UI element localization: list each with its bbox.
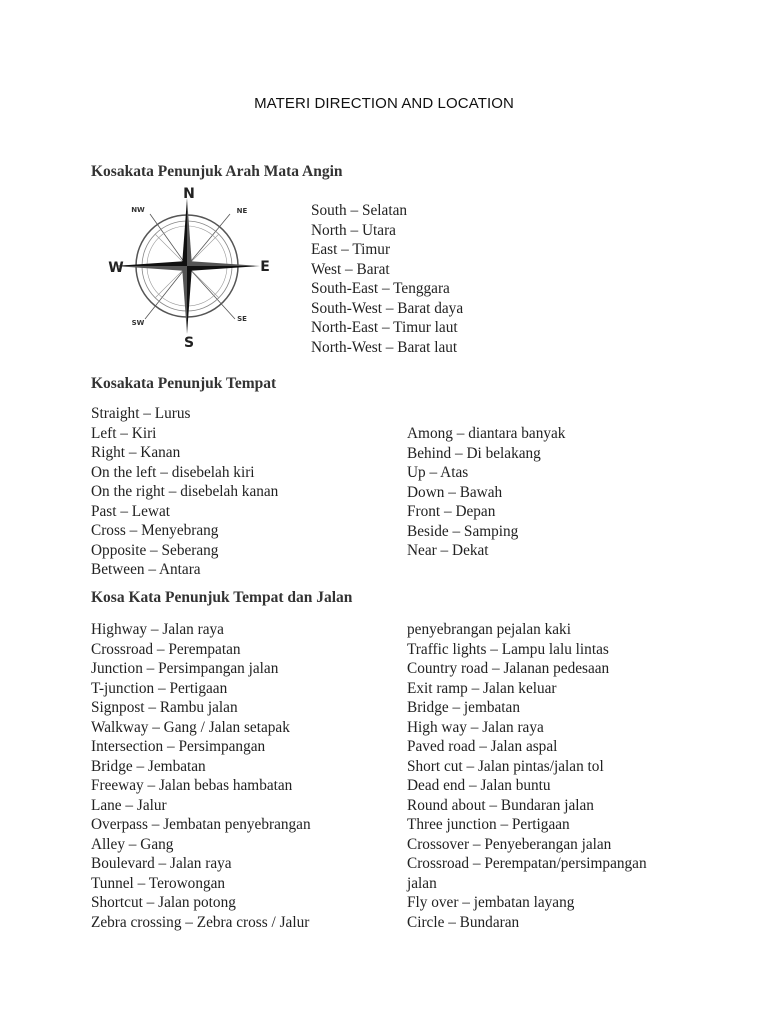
list-item: West – Barat (311, 260, 390, 278)
compass-label-se: SE (237, 315, 247, 323)
section-heading-wind-directions: Kosakata Penunjuk Arah Mata Angin (91, 163, 343, 180)
list-item: T-junction – Pertigaan (91, 679, 228, 697)
compass-label-w: W (108, 260, 124, 276)
list-item: Three junction – Pertigaan (407, 816, 570, 833)
list-item: Left – Kiri (91, 424, 157, 442)
list-item: Overpass – Jembatan penyebrangan (91, 816, 311, 833)
list-item: Front – Depan (407, 503, 496, 520)
compass-label-nw: NW (131, 206, 145, 214)
list-item: Walkway – Gang / Jalan setapak (91, 718, 290, 736)
list-item: Country road – Jalanan pedesaan (407, 660, 610, 677)
list-item: Straight – Lurus (91, 405, 191, 422)
compass-label-ne: NE (236, 207, 248, 215)
section-heading-place: Kosakata Penunjuk Tempat (91, 375, 277, 392)
list-item: Tunnel – Terowongan (91, 874, 226, 892)
wind-direction-list (311, 201, 463, 357)
list-item: Up – Atas (407, 464, 469, 481)
list-item: North-East – Timur laut (311, 319, 458, 336)
list-item: Lane – Jalur (91, 796, 167, 814)
list-item: Fly over – jembatan layang (407, 894, 575, 911)
list-item: Crossroad – Perempatan (91, 640, 241, 658)
compass-label-n: N (183, 186, 195, 202)
place-list-left (91, 404, 278, 580)
compass-rose-image (90, 184, 280, 350)
list-item: Highway – Jalan raya (91, 621, 224, 638)
list-item: Alley – Gang (91, 835, 174, 853)
list-item: South-West – Barat daya (311, 299, 464, 317)
compass-label-e: E (260, 259, 270, 275)
list-item: Cross – Menyebrang (91, 522, 219, 539)
compass-rose-icon (90, 184, 280, 350)
road-list-left (91, 620, 311, 932)
list-item: Past – Lewat (91, 502, 171, 520)
list-item: Circle – Bundaran (407, 913, 520, 931)
list-item: Crossroad – Perempatan/persimpangan (407, 855, 647, 872)
list-item: Traffic lights – Lampu lalu lintas (407, 640, 609, 658)
list-item: Right – Kanan (91, 444, 181, 461)
list-item: High way – Jalan raya (407, 718, 544, 736)
list-item: Beside – Samping (407, 522, 519, 540)
list-item: North-West – Barat laut (311, 338, 458, 356)
list-item: jalan (407, 874, 437, 892)
list-item: Crossover – Penyeberangan jalan (407, 835, 612, 853)
list-item: Near – Dekat (407, 542, 489, 559)
page-title: MATERI DIRECTION AND LOCATION (254, 95, 514, 112)
list-item: Bridge – jembatan (407, 699, 520, 716)
list-item: Among – diantara banyak (407, 425, 566, 442)
list-item: Exit ramp – Jalan keluar (407, 679, 557, 697)
list-item: Dead end – Jalan buntu (407, 777, 551, 794)
road-list-right (407, 620, 647, 932)
compass-label-sw: SW (131, 319, 145, 327)
list-item: On the right – disebelah kanan (91, 483, 279, 500)
list-item: Down – Bawah (407, 483, 503, 501)
place-list-right (407, 424, 565, 561)
list-item: Paved road – Jalan aspal (407, 738, 558, 755)
list-item: Behind – Di belakang (407, 444, 541, 462)
list-item: North – Utara (311, 221, 396, 239)
list-item: Boulevard – Jalan raya (91, 855, 232, 872)
list-item: Short cut – Jalan pintas/jalan tol (407, 757, 604, 775)
compass-label-s: S (183, 335, 195, 350)
list-item: South-East – Tenggara (311, 280, 450, 297)
list-item: Freeway – Jalan bebas hambatan (91, 777, 293, 794)
list-item: Intersection – Persimpangan (91, 738, 266, 755)
list-item: East – Timur (311, 241, 391, 258)
section-heading-road: Kosa Kata Penunjuk Tempat dan Jalan (91, 589, 353, 606)
list-item: South – Selatan (311, 202, 408, 219)
list-item: On the left – disebelah kiri (91, 463, 255, 481)
list-item: Round about – Bundaran jalan (407, 796, 594, 814)
list-item: Bridge – Jembatan (91, 757, 206, 775)
list-item: Junction – Persimpangan jalan (91, 660, 279, 677)
list-item: Zebra crossing – Zebra cross / Jalur (91, 913, 310, 931)
list-item: Signpost – Rambu jalan (91, 699, 238, 716)
list-item: Opposite – Seberang (91, 541, 219, 559)
list-item: penyebrangan pejalan kaki (407, 621, 571, 638)
list-item: Shortcut – Jalan potong (91, 894, 236, 911)
list-item: Between – Antara (91, 561, 201, 578)
